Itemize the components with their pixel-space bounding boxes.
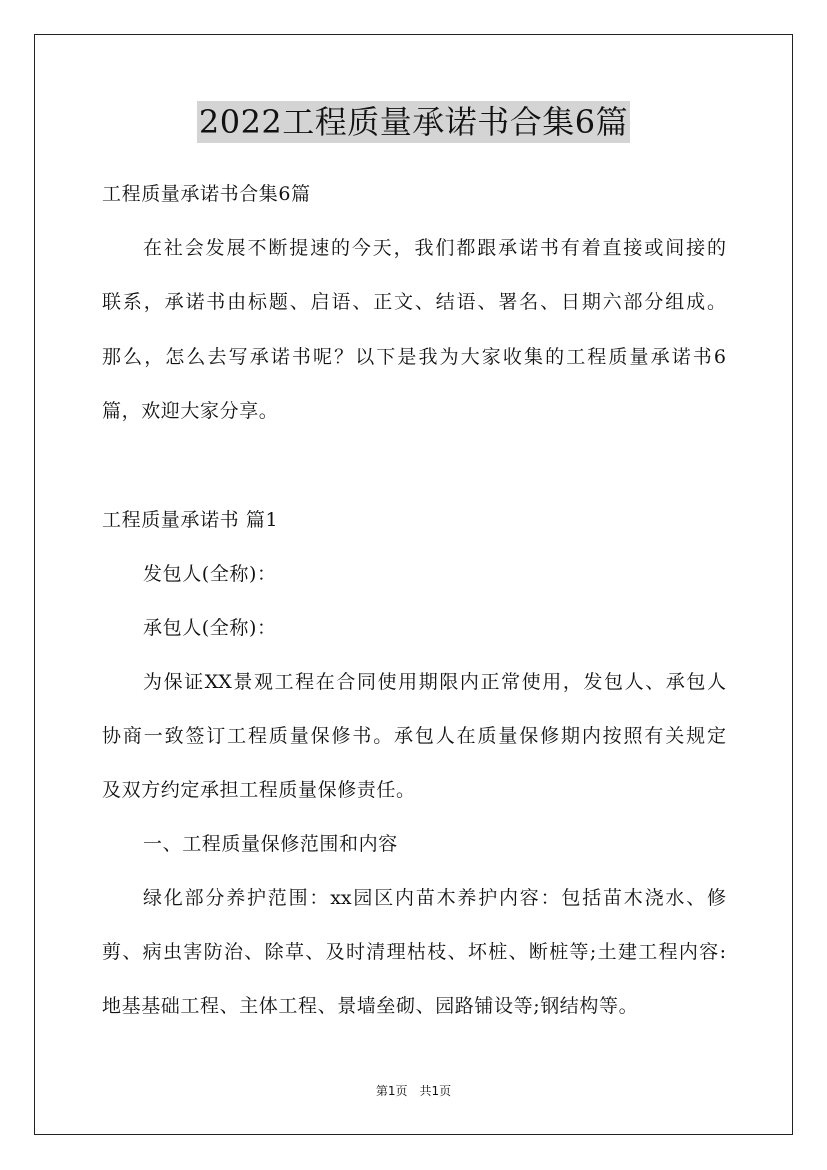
intro-line-4: 篇，欢迎大家分享。 <box>102 400 279 422</box>
section-heading: 工程质量承诺书 篇1 <box>102 509 279 531</box>
title-container <box>0 101 827 143</box>
body-para1-line-2: 协商一致签订工程质量保修书。承包人在质量保修期内按照有关规定 <box>102 725 726 747</box>
party-a-line: 发包人(全称)： <box>143 563 277 585</box>
intro-line-2: 联系，承诺书由标题、启语、正文、结语、署名、日期六部分组成。 <box>102 291 726 313</box>
intro-line-1: 在社会发展不断提速的今天，我们都跟承诺书有着直接或间接的 <box>143 237 726 259</box>
page-footer: 第1页 共1页 <box>375 1084 452 1098</box>
document-title: 2022工程质量承诺书合集6篇 <box>198 103 629 141</box>
subheading-1: 一、工程质量保修范围和内容 <box>143 833 398 855</box>
document-subtitle: 工程质量承诺书合集6篇 <box>102 183 311 205</box>
party-b-line: 承包人(全称)： <box>143 617 277 639</box>
intro-line-3: 那么，怎么去写承诺书呢？以下是我为大家收集的工程质量承诺书6 <box>102 346 726 368</box>
body-para1-line-1: 为保证XX景观工程在合同使用期限内正常使用，发包人、承包人 <box>143 671 726 693</box>
body-para1-line-3: 及双方约定承担工程质量保修责任。 <box>102 779 416 801</box>
body-para2-line-2: 剪、病虫害防治、除草、及时清理枯枝、坏桩、断桩等;土建工程内容: <box>102 941 726 963</box>
body-para2-line-1: 绿化部分养护范围：xx园区内苗木养护内容：包括苗木浇水、修 <box>143 887 726 909</box>
body-para2-line-3: 地基基础工程、主体工程、景墙垒砌、园路铺设等;钢结构等。 <box>102 995 639 1017</box>
